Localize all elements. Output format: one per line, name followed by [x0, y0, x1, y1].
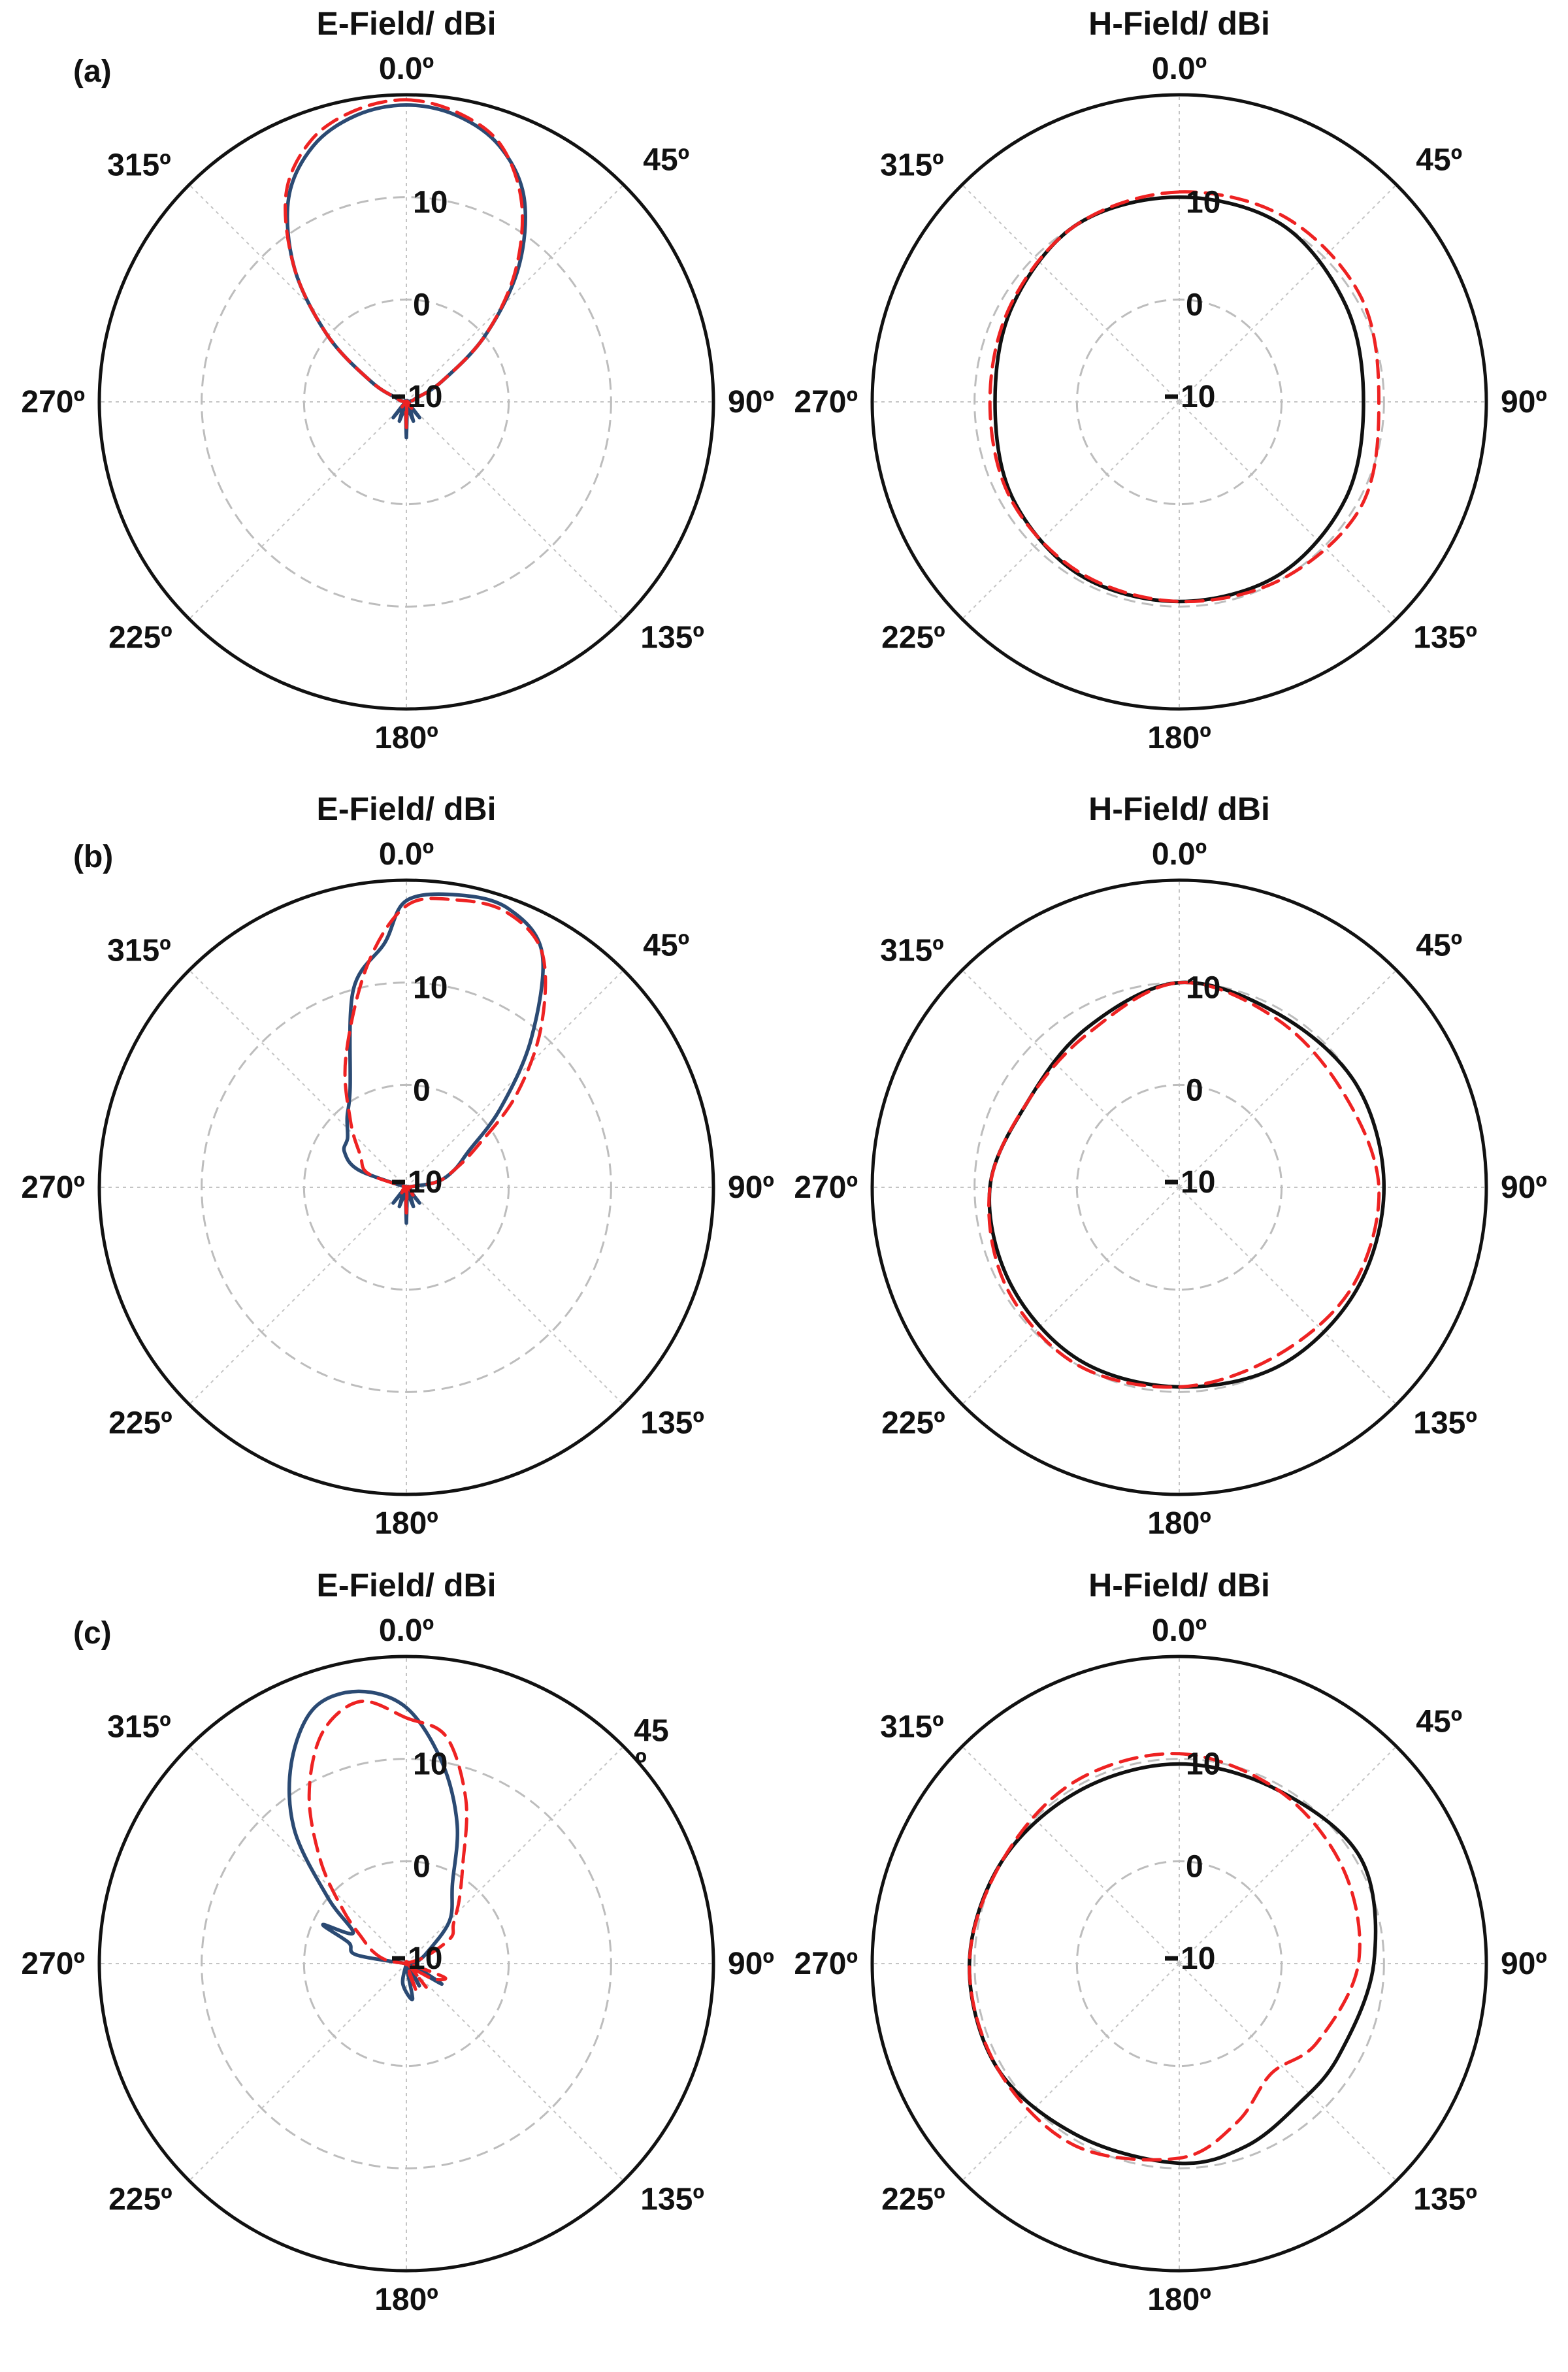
radial-tick-label: 0 [413, 288, 431, 323]
chart-title: E-Field/ dBi [316, 1567, 497, 1604]
angle-tick-label: 135º [640, 1406, 704, 1441]
radial-tick-label: 10 [408, 1941, 443, 1976]
panel-label: (a) [73, 54, 112, 89]
angle-tick-label: 0.0º [378, 837, 434, 872]
radial-tick-label: 10 [408, 380, 443, 414]
radial-tick-label: 10 [1186, 185, 1221, 220]
angle-tick-label: 315º [880, 933, 944, 968]
angle-tick-label: 135º [640, 2182, 704, 2217]
radial-tick-label: 10 [413, 1747, 448, 1782]
angle-tick-label: 45º [643, 142, 690, 178]
angle-tick-label: 90º [1501, 1947, 1547, 1981]
angle-tick-label: 315º [880, 148, 944, 183]
angle-tick-label: 225º [108, 1406, 172, 1441]
angle-tick-label: 180º [374, 2282, 438, 2317]
angle-tick-label: 270º [21, 1170, 85, 1205]
angle-tick-label: 225º [881, 2182, 945, 2217]
chart-title: H-Field/ dBi [1088, 5, 1270, 42]
radial-tick-label: 0 [413, 1849, 431, 1885]
angle-tick-label: 135º [640, 620, 704, 655]
chart-title: E-Field/ dBi [316, 791, 497, 827]
angle-tick-label: 90º [1501, 1170, 1547, 1205]
radial-tick-label: 0 [1186, 1073, 1203, 1108]
radial-tick-label: 10 [1186, 1747, 1221, 1782]
chart-title: H-Field/ dBi [1088, 791, 1270, 827]
angle-tick-label: 45 [634, 1713, 669, 1749]
angle-tick-label: 270º [794, 385, 858, 420]
radial-tick-label: 10 [413, 970, 448, 1006]
angle-tick-label: 180º [1147, 721, 1211, 755]
angle-tick-label: 45º [643, 928, 690, 963]
radial-tick-label: 0 [413, 1073, 431, 1108]
angle-tick-label: 135º [1413, 1406, 1477, 1441]
angle-tick-label: 180º [374, 1506, 438, 1541]
angle-tick-label: 0.0º [378, 52, 434, 86]
angle-tick-label: 180º [374, 721, 438, 755]
angle-tick-label: º [635, 1746, 647, 1781]
angle-tick-label: 45º [1416, 928, 1463, 963]
radial-tick-label: 10 [408, 1165, 443, 1200]
panel-label: (c) [73, 1616, 112, 1651]
angle-tick-label: 45º [1416, 142, 1463, 178]
angle-tick-label: 180º [1147, 1506, 1211, 1541]
angle-tick-label: 0.0º [378, 1613, 434, 1648]
angle-tick-label: 315º [107, 148, 171, 183]
chart-title: E-Field/ dBi [316, 5, 497, 42]
angle-tick-label: 90º [728, 1947, 774, 1981]
angle-tick-label: 315º [107, 1709, 171, 1745]
radial-tick-label: 10 [1181, 1941, 1216, 1976]
angle-tick-label: 0.0º [1151, 52, 1207, 86]
angle-tick-label: 135º [1413, 2182, 1477, 2217]
radial-tick-label: 10 [413, 185, 448, 220]
angle-tick-label: 225º [881, 1406, 945, 1441]
angle-tick-label: 270º [21, 1947, 85, 1981]
radial-tick-label: 10 [1181, 380, 1216, 414]
panel-label: (b) [73, 840, 114, 874]
angle-tick-label: 180º [1147, 2282, 1211, 2317]
angle-tick-label: 315º [107, 933, 171, 968]
angle-tick-label: 225º [108, 620, 172, 655]
radial-tick-label: 10 [1186, 970, 1221, 1006]
angle-tick-label: 270º [21, 385, 85, 420]
angle-tick-label: 0.0º [1151, 1613, 1207, 1648]
angle-tick-label: 90º [1501, 385, 1547, 420]
angle-tick-label: 135º [1413, 620, 1477, 655]
angle-tick-label: 90º [728, 385, 774, 420]
angle-tick-label: 45º [1416, 1704, 1463, 1739]
radial-tick-label: 0 [1186, 1849, 1203, 1885]
radial-tick-label: 0 [1186, 288, 1203, 323]
angle-tick-label: 225º [881, 620, 945, 655]
angle-tick-label: 270º [794, 1947, 858, 1981]
angle-tick-label: 315º [880, 1709, 944, 1745]
angle-tick-label: 0.0º [1151, 837, 1207, 872]
chart-title: H-Field/ dBi [1088, 1567, 1270, 1604]
radial-tick-label: 10 [1181, 1165, 1216, 1200]
angle-tick-label: 90º [728, 1170, 774, 1205]
angle-tick-label: 225º [108, 2182, 172, 2217]
angle-tick-label: 270º [794, 1170, 858, 1205]
